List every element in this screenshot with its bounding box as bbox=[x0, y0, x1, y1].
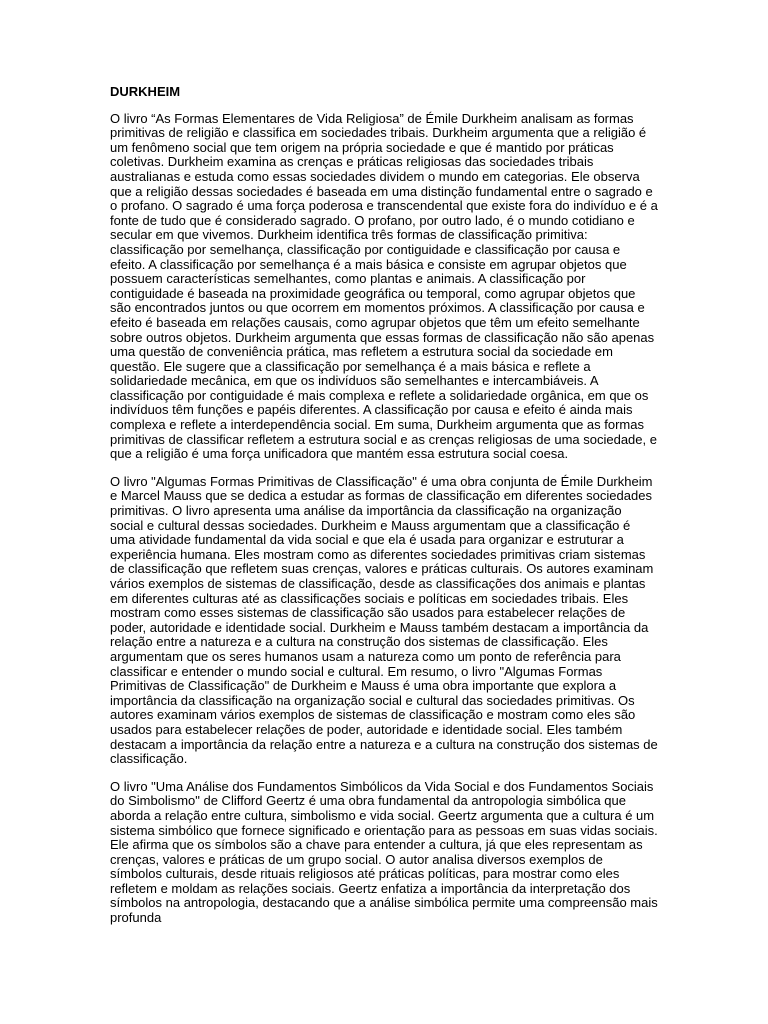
paragraph-durkheim-religious-life: O livro “As Formas Elementares de Vida Religiosa” de Émile Durkheim analisam as formas primitivas de religião e classifica em sociedades tribais. Durkheim argumenta que a religião é um fenômeno social que tem origem na própria sociedade e que é mantido por práticas coletivas. Durkheim examina as crenças e práticas religiosas das sociedades tribais australianas e estuda como essas sociedades dividem o mundo em categorias. Ele observa que a religião dessas sociedades é baseada em uma distinção fundamental entre o sagrado e o profano. O sagrado é uma força poderosa e transcendental que existe fora do indivíduo e é a fonte de tudo que é considerado sagrado. O profano, por outro lado, é o mundo cotidiano e secular em que vivemos. Durkheim identifica três formas de classificação primitiva: classificação por semelhança, classificação por contiguidade e classificação por causa e efeito. A classificação por semelhança é a mais básica e consiste em agrupar objetos que possuem características semelhantes, como plantas e animais. A classificação por contiguidade é baseada na proximidade geográfica ou temporal, como agrupar objetos que são encontrados juntos ou que ocorrem em momentos próximos. A classificação por causa e efeito é baseada em relações causais, como agrupar objetos que têm um efeito semelhante sobre outros objetos. Durkheim argumenta que essas formas de classificação não são apenas uma questão de conveniência prática, mas refletem a estrutura social da sociedade em questão. Ele sugere que a classificação por semelhança é a mais básica e reflete a solidariedade mecânica, em que os indivíduos são semelhantes e intercambiáveis. A classificação por contiguidade é mais complexa e reflete a solidariedade orgânica, em que os indivíduos têm funções e papéis diferentes. A classificação por causa e efeito é ainda mais complexa e reflete a interdependência social. Em suma, Durkheim argumenta que as formas primitivas de classificar refletem a estrutura social e as crenças religiosas de uma sociedade, e que a religião é uma força unificadora que mantém essa estrutura social coesa. bbox=[110, 110, 658, 462]
document-title: DURKHEIM bbox=[110, 84, 181, 99]
paragraph-primitive-classification: O livro "Algumas Formas Primitivas de Classificação" é uma obra conjunta de Émile Durkheim e Marcel Mauss que se dedica a estudar as formas de classificação em diferentes sociedades primitivas. O livro apresenta uma análise da importância da classificação na organização social e cultural dessas sociedades. Durkheim e Mauss argumentam que a classificação é uma atividade fundamental da vida social e que ela é usada para organizar e estruturar a experiência humana. Eles mostram como as diferentes sociedades primitivas criam sistemas de classificação que refletem suas crenças, valores e práticas culturais. Os autores examinam vários exemplos de sistemas de classificação, desde as classificações dos animais e plantas em diferentes culturas até as classificações sociais e políticas em sociedades tribais. Eles mostram como esses sistemas de classificação são usados para estabelecer relações de poder, autoridade e identidade social. Durkheim e Mauss também destacam a importância da relação entre a natureza e a cultura na construção dos sistemas de classificação. Eles argumentam que os seres humanos usam a natureza como um ponto de referência para classificar e entender o mundo social e cultural. Em resumo, o livro "Algumas Formas Primitivas de Classificação" de Durkheim e Mauss é uma obra importante que explora a importância da classificação na organização social e cultural das sociedades primitivas. Os autores examinam vários exemplos de sistemas de classificação e mostram como eles são usados para estabelecer relações de poder, autoridade e identidade social. Eles também destacam a importância da relação entre a natureza e a cultura na construção dos sistemas de classificação. bbox=[110, 473, 658, 767]
paragraph-geertz-symbolism: O livro "Uma Análise dos Fundamentos Simbólicos da Vida Social e dos Fundamentos Sociais do Simbolismo" de Clifford Geertz é uma obra fundamental da antropologia simbólica que aborda a relação entre cultura, simbolismo e vida social. Geertz argumenta que a cultura é um sistema simbólico que fornece significado e orientação para as pessoas em suas vidas sociais. Ele afirma que os símbolos são a chave para entender a cultura, já que eles representam as crenças, valores e práticas de um grupo social. O autor analisa diversos exemplos de símbolos culturais, desde rituais religiosos até práticas políticas, para mostrar como eles refletem e moldam as relações sociais. Geertz enfatiza a importância da interpretação dos símbolos na antropologia, destacando que a análise simbólica permite uma compreensão mais profunda bbox=[110, 778, 658, 926]
document-body bbox=[110, 85, 658, 939]
